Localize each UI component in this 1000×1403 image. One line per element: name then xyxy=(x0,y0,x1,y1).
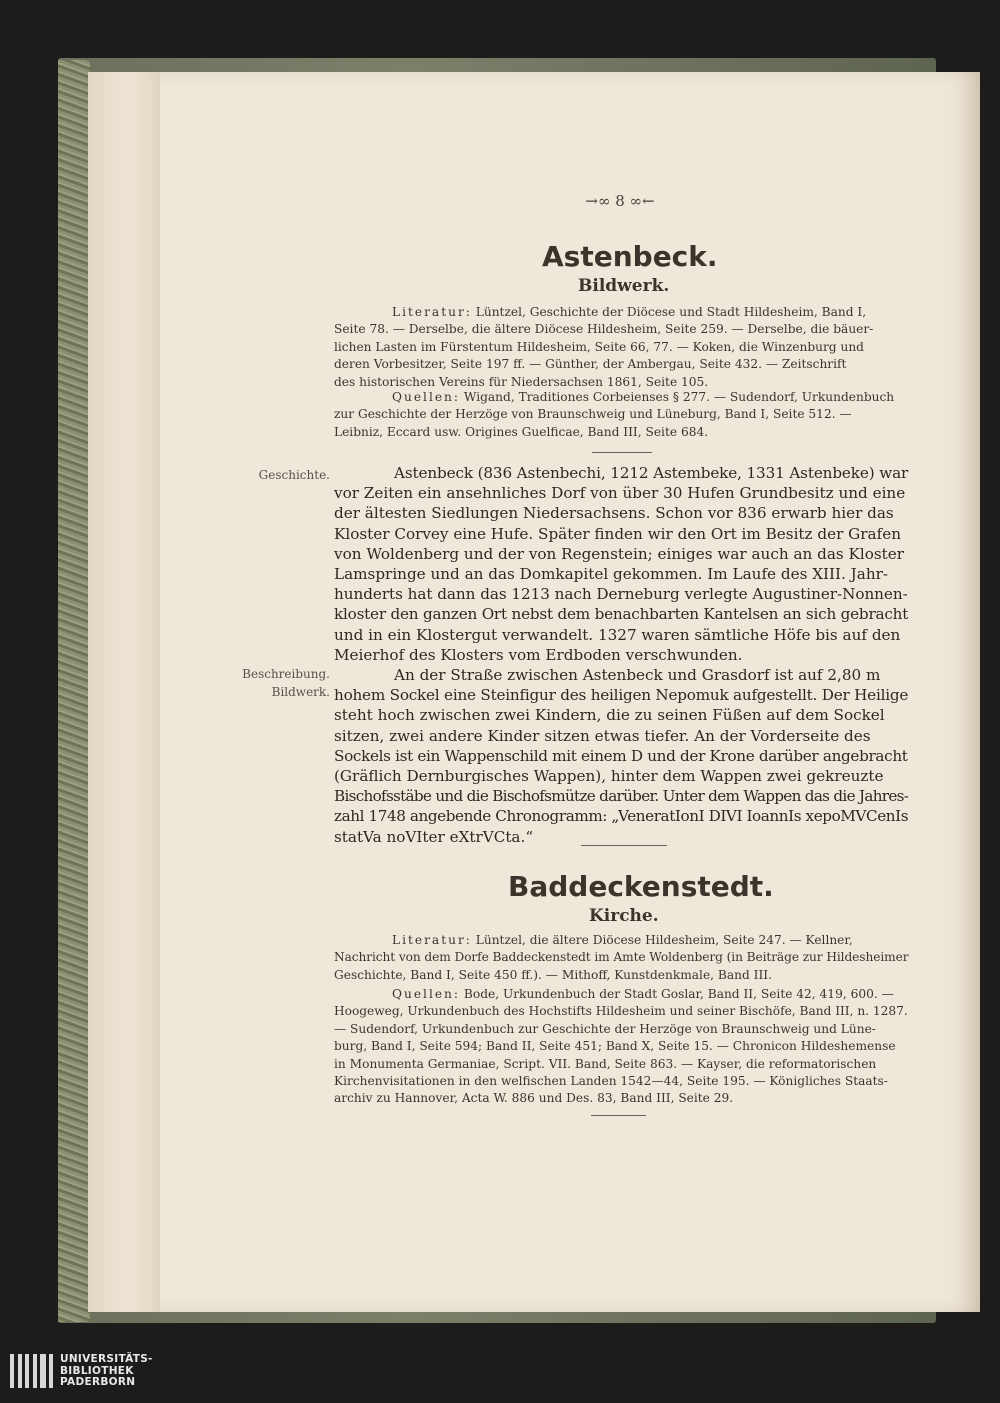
page-edge xyxy=(140,80,143,1310)
body-text-line: sitzen, zwei andere Kinder sitzen etwas tiefer. An der Vorderseite des xyxy=(334,726,871,745)
divider xyxy=(581,845,667,846)
literature-line: Literatur: Lüntzel, Geschichte der Diöcese und Stadt Hildesheim, Band I, xyxy=(392,305,867,319)
logo-line-3: PADERBORN xyxy=(60,1376,136,1388)
margin-note-bildwerk: Bildwerk. xyxy=(271,685,330,699)
body-text-line: An der Straße zwischen Astenbeck und Grasdorf ist auf 2,80 m xyxy=(394,666,881,685)
literature-line: Literatur: Lüntzel, die ältere Diöcese Hildesheim, Seite 247. — Kellner, xyxy=(392,933,853,947)
sources-line: in Monumenta Germaniae, Script. VII. Band, Seite 863. — Kayser, die reformatorischen xyxy=(334,1056,877,1071)
section-subtitle-bildwerk: Bildwerk. xyxy=(578,276,670,296)
divider xyxy=(591,1115,646,1116)
library-logo xyxy=(10,1352,153,1392)
sources-line: Quellen: Wigand, Traditiones Corbeienses § 277. — Sudendorf, Urkundenbuch xyxy=(392,390,895,404)
body-text-line: und in ein Klostergut verwandelt. 1327 waren sämtliche Höfe bis auf den xyxy=(334,625,901,644)
literature-line: lichen Lasten im Fürstentum Hildesheim, Seite 66, 77. — Koken, die Winzenburg und xyxy=(334,339,864,354)
logo-line-2: BIBLIOTHEK xyxy=(60,1364,134,1377)
body-text-line: statVa noVIter eXtrVCta.“ xyxy=(334,827,534,846)
sources-line: zur Geschichte der Herzöge von Braunschweig und Lüneburg, Band I, Seite 512. — xyxy=(334,407,852,422)
cover-binding xyxy=(58,60,90,1322)
section-title-astenbeck: Astenbeck. xyxy=(542,240,718,273)
divider xyxy=(592,452,652,453)
body-text-line: (Gräflich Dernburgisches Wappen), hinter dem Wappen zwei gekreuzte xyxy=(334,767,884,786)
sources-label: Quellen: xyxy=(392,390,461,404)
logo-line-1: UNIVERSITÄTS- xyxy=(60,1353,153,1365)
body-text-line: Kloster Corvey eine Hufe. Später finden wir den Ort im Besitz der Grafen xyxy=(334,524,902,543)
sources-label: Quellen: xyxy=(392,987,461,1001)
body-text-line: Lamspringe und an das Domkapitel gekommen. Im Laufe des XIII. Jahr- xyxy=(334,565,888,584)
body-text-line: der ältesten Siedlungen Niedersachsens. Schon vor 836 erwarb hier das xyxy=(334,504,894,523)
body-text-astenbeck xyxy=(334,463,908,847)
literature-block xyxy=(334,304,908,391)
literature-line: Seite 78. — Derselbe, die ältere Diöcese Hildesheim, Seite 259. — Derselbe, die bäuer- xyxy=(334,322,874,337)
body-text-line: von Woldenberg und der von Regenstein; einiges war auch an das Kloster xyxy=(334,544,905,563)
body-text-line: zahl 1748 angebende Chronogramm: „VeneratIonI DIVI IoannIs xepoMVCenIs xyxy=(334,807,909,826)
sources-line: archiv zu Hannover, Acta W. 886 und Des. 83, Band III, Seite 29. xyxy=(334,1091,734,1106)
body-text-line: vor Zeiten ein ansehnliches Dorf von über 30 Hufen Grundbesitz und eine xyxy=(334,484,906,503)
body-text-line: Bischofsstäbe und die Bischofsmütze darüber. Unter dem Wappen das die Jahres- xyxy=(334,787,909,806)
literature-line: deren Vorbesitzer, Seite 197 ff. — Günther, der Ambergau, Seite 432. — Zeitschrift xyxy=(334,357,847,372)
sources-line: Leibniz, Eccard usw. Origines Guelficae, Band III, Seite 684. xyxy=(334,424,709,439)
logo-bars-icon xyxy=(10,1354,54,1388)
body-text-line: Sockels ist ein Wappenschild mit einem D und der Krone darüber angebracht xyxy=(334,746,908,765)
sources-line: Hoogeweg, Urkundenbuch des Hochstifts Hildesheim und seiner Bischöfe, Band III, n. 1287. xyxy=(334,1004,908,1019)
body-text-line: Astenbeck (836 Astenbechi, 1212 Astembeke, 1331 Astenbeke) war xyxy=(394,464,909,482)
page-edge xyxy=(148,80,151,1310)
sources-line: burg, Band I, Seite 594; Band II, Seite 451; Band X, Seite 15. — Chronicon Hildeshemense xyxy=(334,1039,896,1054)
body-text-line: hohem Sockel eine Steinfigur des heiligen Nepomuk aufgestellt. Der Heilige xyxy=(334,686,909,705)
body-text-line: steht hoch zwischen zwei Kindern, die zu seinen Füßen auf dem Sockel xyxy=(334,706,885,725)
body-text-line: kloster den ganzen Ort nebst dem benachbarten Kantelsen an sich gebracht xyxy=(334,605,909,624)
literature-label: Literatur: xyxy=(392,933,472,947)
section-title-baddeckenstedt: Baddeckenstedt. xyxy=(508,870,774,903)
literature-block xyxy=(334,932,908,984)
section-subtitle-kirche: Kirche. xyxy=(589,906,659,926)
sources-block xyxy=(334,986,908,1108)
sources-line: Kirchenvisitationen in den welfischen Landen 1542—44, Seite 195. — Königliches Staats- xyxy=(334,1074,888,1089)
sources-block xyxy=(334,389,908,441)
literature-line: Geschichte, Band I, Seite 450 ff.). — Mithoff, Kunstdenkmale, Band III. xyxy=(334,967,772,982)
body-text-line: hunderts hat dann das 1213 nach Derneburg verlegte Augustiner-Nonnen- xyxy=(334,585,908,604)
margin-note-beschreibung: Beschreibung. xyxy=(242,667,330,681)
body-text-line: Meierhof des Klosters vom Erdboden verschwunden. xyxy=(334,645,743,664)
margin-note-geschichte: Geschichte. xyxy=(258,468,330,482)
literature-label: Literatur: xyxy=(392,305,472,319)
literature-line: Nachricht von dem Dorfe Baddeckenstedt im Amte Woldenberg (in Beiträge zur Hildesheimer xyxy=(334,950,909,965)
page-number: →∞ 8 ∞← xyxy=(585,192,655,210)
sources-line: Quellen: Bode, Urkundenbuch der Stadt Goslar, Band II, Seite 42, 419, 600. — xyxy=(392,987,894,1001)
sources-line: — Sudendorf, Urkundenbuch zur Geschichte der Herzöge von Braunschweig und Lüne- xyxy=(334,1021,876,1036)
literature-line: des historischen Vereins für Niedersachsen 1861, Seite 105. xyxy=(334,374,709,389)
